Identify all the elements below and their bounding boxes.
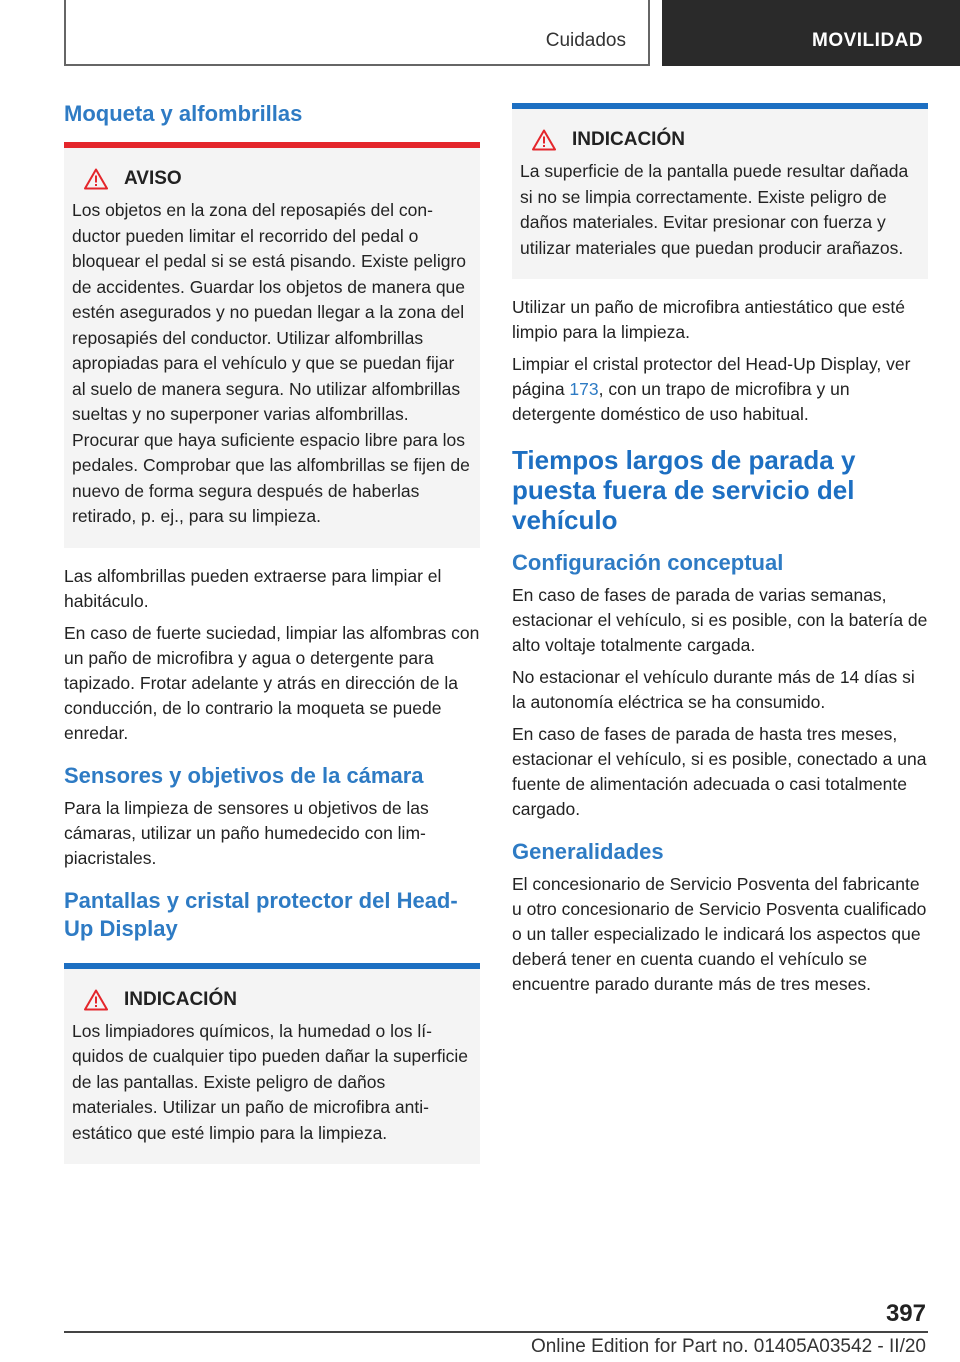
note-header	[72, 989, 472, 1011]
paragraph: En caso de fases de parada de varias semanas, estacionar el vehículo, si es posible, con la batería de alto voltaje totalmente cargada.	[512, 585, 928, 655]
warning-triangle-icon	[532, 129, 556, 151]
note-box	[512, 103, 928, 279]
paragraph: Utilizar un paño de microfibra antiestático que esté limpio para la limpieza.	[512, 297, 905, 342]
header-section-label: Cuidados	[545, 30, 626, 51]
paragraph	[512, 352, 928, 427]
warning-header	[72, 168, 472, 190]
warning-triangle-icon	[84, 168, 108, 190]
left-column	[64, 100, 480, 1180]
section-title-generalidades: Generalidades	[512, 839, 664, 864]
section-title-moqueta: Moqueta y alfombrillas	[64, 101, 303, 126]
paragraph: En caso de fases de parada de hasta tres meses, estacionar el vehículo, si es posible, conectado a una fuente de alimentación adecuada o casi totalmente cargado.	[512, 724, 927, 819]
note-label: INDICACIÓN	[572, 129, 685, 150]
paragraph: En caso de fuerte suciedad, limpiar las alfombras con un paño de microfibra y agua o detergente para tapizado. Frotar adelante y atrás en dirección de la conducción, de lo contrario la moqueta se puede enredar.	[64, 622, 480, 743]
chapter-title-tiempos: Tiempos largos de parada y puesta fuera de servicio del vehículo	[512, 445, 856, 535]
page-reference-link[interactable]: 173	[569, 379, 599, 399]
warning-triangle-icon	[84, 989, 108, 1011]
warning-text: Los objetos en la zona del reposapiés del conductor pueden limitar el recorrido del pedal o bloquear el pedal si se está pisando. Existe peligro de accidentes. Guardar los objetos de manera que estén asegurados y no puedan llegar a la zona del reposapiés del conductor. Utilizar alfombrillas apropiadas para el vehículo y que se puedan fijar al suelo de manera segura. No utilizar alfombrillas sueltas y no superponer varias alfombrillas. Procurar que haya suficiente espacio libre para los pedales. Comprobar que las alfombrillas se fijen de nuevo de forma segura después de haberlas retirado, p. ej., para su limpieza.	[72, 200, 470, 526]
right-column	[512, 100, 928, 1004]
note-text: Los limpiadores químicos, la humedad o los líquidos de cualquier tipo pueden dañar la superficie de las pantallas. Existe peligro de daños materiales. Utilizar un paño de microfibra antiestático que esté limpio para la limpieza.	[72, 1020, 468, 1143]
paragraph: Las alfombrillas pueden extraerse para limpiar el habitáculo.	[64, 565, 442, 611]
note-box	[64, 963, 480, 1165]
header-tab-movilidad[interactable]: MOVILIDAD	[662, 0, 960, 66]
paragraph: No estacionar el vehículo durante más de 14 días si la autonomía eléctrica se ha consumido.	[512, 667, 915, 712]
note-text: La superficie de la pantalla puede resultar dañada si no se limpia correctamente. Existe peligro de daños materiales. Evitar presionar con fuerza y utilizar materiales que puedan producir arañazos.	[520, 161, 909, 258]
warning-box	[64, 142, 480, 548]
page-number: 397	[885, 1300, 926, 1327]
footer-edition: Online Edition for Part no. 01405A03542 - II/20	[530, 1336, 926, 1357]
paragraph-text: , con un trapo de microfibra y un detergente doméstico de uso habitual.	[512, 379, 850, 424]
paragraph: El concesionario de Servicio Posventa del fabricante u otro concesionario de Servicio Posventa cualificado o un taller especializado le indicará los aspectos que deberá tener en cuenta cuando el vehículo se encuentre parado durante más de tres meses.	[512, 874, 927, 994]
paragraph-text: Limpiar el cristal protector del Head-Up Display, ver página	[512, 354, 911, 399]
note-header	[520, 129, 920, 151]
warning-label: AVISO	[124, 168, 182, 189]
section-title-configuracion: Configuración conceptual	[512, 550, 784, 575]
paragraph: Para la limpieza de sensores u objetivos de las cámaras, utilizar un paño humedecido con limpiacristales.	[64, 797, 429, 868]
footer-divider	[64, 1331, 928, 1333]
header-frame	[64, 0, 650, 66]
note-label: INDICACIÓN	[124, 988, 237, 1010]
section-title-sensores: Sensores y objetivos de la cámara	[64, 762, 424, 788]
section-title-pantallas: Pantallas y cristal protector del Head-Up Display	[64, 887, 458, 941]
